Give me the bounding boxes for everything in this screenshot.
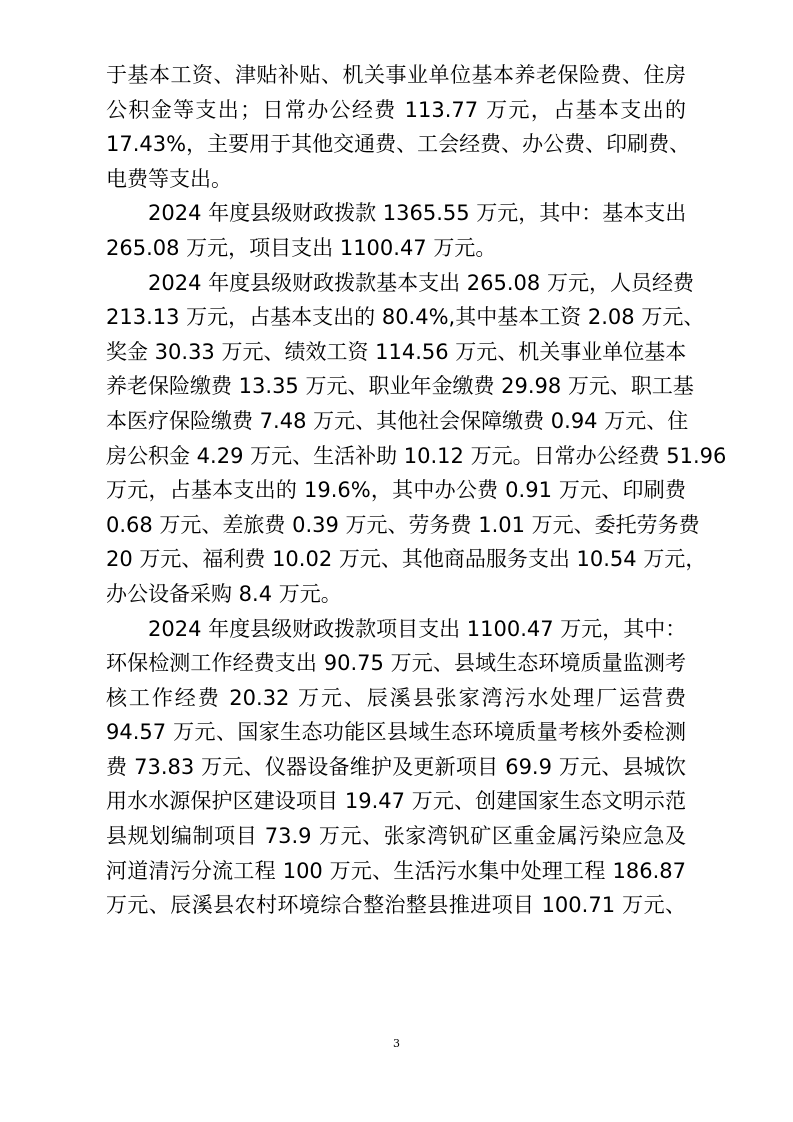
text-line: 2024 年度县级财政拨款基本支出 265.08 万元，人员经费 bbox=[148, 270, 694, 295]
text-line: 20 万元、福利费 10.02 万元、其他商品服务支出 10.54 万元， bbox=[106, 547, 707, 572]
text-line: 2024 年度县级财政拨款 1365.55 万元，其中：基本支出 bbox=[148, 201, 687, 226]
text-line: 于基本工资、津贴补贴、机关事业单位基本养老保险费、住房 bbox=[106, 63, 686, 87]
text-line: 费 73.83 万元、仪器设备维护及更新项目 69.9 万元、县城饮 bbox=[106, 754, 686, 779]
text-line: 0.68 万元、差旅费 0.39 万元、劳务费 1.01 万元、委托劳务费 bbox=[106, 512, 700, 537]
text-line: 电费等支出。 bbox=[106, 166, 232, 191]
text-line: 94.57 万元、国家生态功能区县域生态环境质量考核外委检测 bbox=[106, 720, 686, 745]
text-line: 房公积金 4.29 万元、生活补助 10.12 万元。日常办公经费 51.96 bbox=[106, 443, 727, 468]
text-line: 核工作经费 20.32 万元、辰溪县张家湾污水处理厂运营费 bbox=[106, 685, 686, 710]
text-line: 县规划编制项目 73.9 万元、张家湾钒矿区重金属污染应急及 bbox=[106, 824, 686, 849]
text-line: 养老保险缴费 13.35 万元、职业年金缴费 29.98 万元、职工基 bbox=[106, 374, 694, 399]
text-line: 17.43%，主要用于其他交通费、工会经费、办公费、印刷费、 bbox=[106, 132, 691, 157]
text-line: 万元，占基本支出的 19.6%，其中办公费 0.91 万元、印刷费 bbox=[106, 478, 686, 503]
text-line: 2024 年度县级财政拨款项目支出 1100.47 万元，其中： bbox=[148, 616, 687, 641]
text-line: 用水水源保护区建设项目 19.47 万元、创建国家生态文明示范 bbox=[106, 789, 686, 814]
text-line: 万元、辰溪县农村环境综合整治整县推进项目 100.71 万元、 bbox=[106, 893, 686, 918]
text-line: 213.13 万元，占基本支出的 80.4%,其中基本工资 2.08 万元、 bbox=[106, 305, 705, 330]
page-number: 3 bbox=[393, 1037, 400, 1050]
text-line: 奖金 30.33 万元、绩效工资 114.56 万元、机关事业单位基本 bbox=[106, 339, 687, 364]
text-line: 办公设备采购 8.4 万元。 bbox=[106, 581, 342, 606]
text-line: 河道清污分流工程 100 万元、生活污水集中处理工程 186.87 bbox=[106, 858, 686, 883]
text-line: 本医疗保险缴费 7.48 万元、其他社会保障缴费 0.94 万元、住 bbox=[106, 408, 689, 433]
text-line: 265.08 万元，项目支出 1100.47 万元。 bbox=[106, 235, 497, 260]
document-body bbox=[106, 58, 727, 923]
text-line: 公积金等支出；日常办公经费 113.77 万元，占基本支出的 bbox=[106, 97, 686, 122]
text-line: 环保检测工作经费支出 90.75 万元、县域生态环境质量监测考 bbox=[106, 651, 686, 676]
